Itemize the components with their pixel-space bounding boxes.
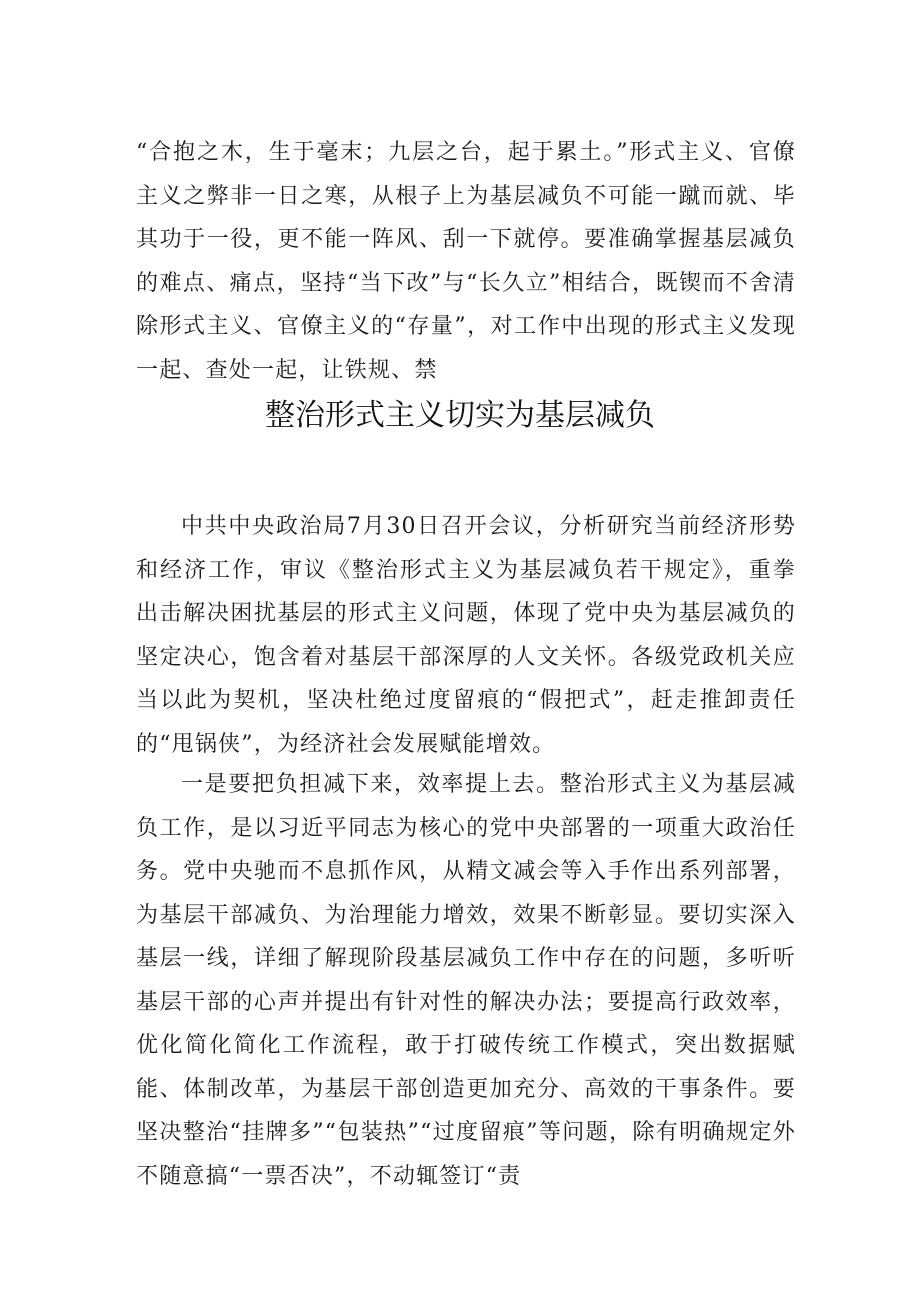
- previous-article-fragment: “合抱之木，生于毫末；九层之台，起于累土。”形式主义、官僚主义之弊非一日之寒，从根子上为基层减负不可能一蹴而就、毕其功于一役，更不能一阵风、刮一下就停。要准确掌握基层减负的难点、痛点，坚持“当下改”与“长久立”相结合，既锲而不舍清除形式主义、官僚主义的“存量”，对工作中出现的形式主义发现一起、查处一起，让铁规、禁: [136, 140, 796, 383]
- article-title: 整治形式主义切实为基层减负: [265, 398, 655, 433]
- article-paragraph-2: 一是要把负担减下来，效率提上去。整治形式主义为基层减负工作，是以习近平同志为核心的党中央部署的一项重大政治任务。党中央驰而不息抓作风，从精文减会等入手作出系列部署，为基层干部减负、为治理能力增效，效果不断彰显。要切实深入基层一线，详细了解现阶段基层减负工作中存在的问题，多听听基层干部的心声并提出有针对性的解决办法；要提高行政效率，优化简化简化工作流程，敢于打破传统工作模式，突出数据赋能、体制改革，为基层干部创造更加充分、高效的干事条件。要坚决整治“挂牌多”“包装热”“过度留痕”等问题，除有明确规定外不随意搞“一票否决”，不动辄签订“责: [136, 772, 796, 1189]
- article-paragraph-1: 中共中央政治局7月30日召开会议，分析研究当前经济形势和经济工作，审议《整治形式主义为基层减负若干规定》，重拳出击解决困扰基层的形式主义问题，体现了党中央为基层减负的坚定决心，饱含着对基层干部深厚的人文关怀。各级党政机关应当以此为契机，坚决杜绝过度留痕的“假把式”，赶走推卸责任的“甩锅侠”，为经济社会发展赋能增效。: [136, 514, 796, 757]
